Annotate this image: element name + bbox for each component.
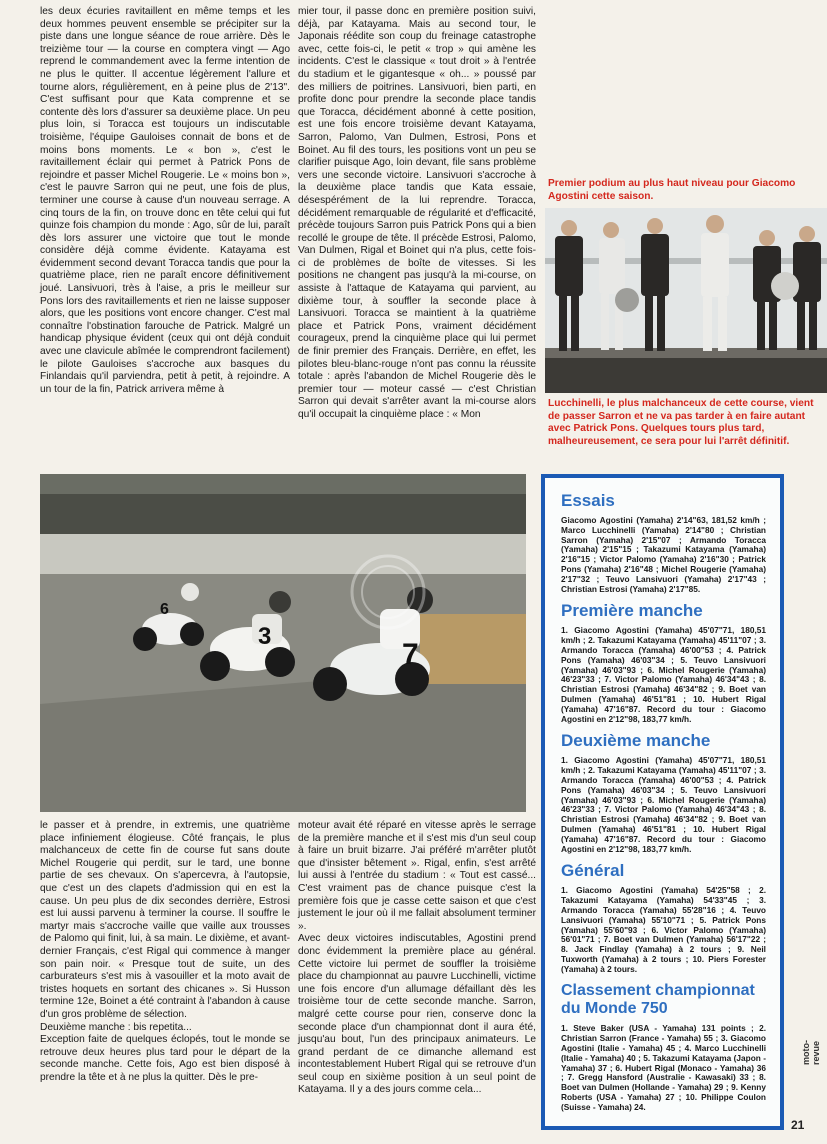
article-text: Exception faite de quelques éclopés, tout le monde se retrouve deux heures plus tard pour le départ de la seconde manche. Cette fois, Ago est bien disposé à prendre la tête et à ne plus la quitter. Dès le pre- bbox=[40, 1034, 290, 1083]
article-text: mier tour, il passe donc en première position suivi, déjà, par Katayama. Mais au second tour, le Japonais réédite son coup du freinage catastrophe avec, cette fois-ci, le petit « trop » qui amène les incidents. C'est le classique « tout droit » à l'entrée du stadium et le gigantesque « oh... » poussé par des milliers de poitrines. Lansivuori, bien parti, en profite donc pour prendre la seconde place tandis que Toracca, décidément abonné à cette position, est une fois encore troisième devant Katayama, Sarron, Palomo, Van Dulmen, Estrosi, Pons et Boinet. Au fil des tours, les positions vont un peu se clarifier puisque Ago, loin devant, file sans problème vers une seconde victoire. Lansivuori s'accroche à la deuxième place tandis que Kata essaie, désespérément de la lui reprendre. Toracca, décidément remarquable de régularité et d'efficacité, précède toujours Sarron puis Patrick Pons qui a bien recollé le groupe de tête. Il précède Estrosi, Palomo, Van Dulmen, Rigal et Boinet qui n'a plus, cette fois-ci de problèmes de boîte de vitesses. Si les positions ne changent pas jusqu'à la mi-course, on assiste à l'attaque de Katayama qui parvient, au dixième tour, à souffler la seconde place à Lansivuori. Toracca se maintient à la quatrième place et Patrick Pons, vraiment décidément courageux, prend la cinquième place qui lui permet de finir premier des Français. Derrière, en effet, les pilotes bleu-blanc-rouge n'ont pas connu la réussite totale : après l'abandon de Michel Rougerie dès le premier tour — moteur cassé — c'est Christian Sarron qui devait s'arrêter avant la mi-course alors qu'il occupait la cinquième place : « Mon bbox=[298, 6, 536, 420]
article-text: les deux écuries ravitaillent en même temps et les deux hommes peuvent ensemble se précipiter sur la piste dans une longue séance de roue arrière. Dès le treizième tour — la course en comptera vingt — Ago reprend le commandement avec la ferme intention de ne plus le quitter. Il accentue légèrement l'allure et tourne alors, régulièrement, en à peine plus de 2'13". C'est suffisant pour que Kata comprenne et se contente dès lors d'assurer sa deuxième place. Un peu plus loin, si Toracca est toujours un indiscutable troisième, l'équipe Gauloises connait de bons et de moins bons moments. Le « bon », c'est le ravitaillement éclair qui permet à Patrick Pons de rejoindre et passer Michel Rougerie. Le « moins bon », c'est le pauvre Sarron qui ne peut, une fois de plus, terminer une course à cause d'un nouveau serrage. A cinq tours de la fin, on trouve donc en tête celui qui fut quinze fois champion du monde : Ago, sûr de lui, paraît dès lors assurer une victoire que tout le monde considère déjà comme évidente. Katayama est évidemment second devant Toracca tandis que pour la quatrième place, rien ne paraît encore définitivement joué. Lansivuori, très à l'aise, a pris le meilleur sur Pons lors des ravitaillements et rien ne laisse supposer alors, que les positions vont encore changer. C'est mal connaître l'obstination farouche de Patrick. Malgré un handicap physique évident (ceux qui ont déjà conduit avec une clavicule abîmée le comprendront facilement) le pilote Gauloises s'accroche aux basques du Finlandais qu'il parviendra, petit à petit, à rejoindre. A un tour de la fin, Patrick arrivera même à bbox=[40, 6, 290, 395]
article-subheading: Deuxième manche : bis repetita... bbox=[40, 1021, 192, 1033]
article-text: Avec deux victoires indiscutables, Agostini prend donc évidemment la première place au général. Cette victoire lui permet de souffler la troisième place du championnat au pauvre Lucchinelli, victime une fois encore d'un allumage défaillant dès les troisième tour de cette seconde manche. Sarron, malgré cette course pour rien, conserve donc la seconde place d'un championnat dont il aura été, jusqu'au bout, l'un des principaux animateurs. Le grand perdant de ce dimanche allemand est incontestablement Hubert Rigal qui se retrouve d'un seul coup en sixième position à un seul point de Katayama. Il y a des jours comme cela... bbox=[298, 933, 536, 1096]
race-number-3: 3 bbox=[258, 623, 272, 650]
race-photo bbox=[40, 474, 526, 812]
deuxieme-manche-heading: Deuxième manche bbox=[561, 731, 711, 751]
magazine-brand: moto-revue bbox=[801, 1040, 821, 1065]
essais-heading: Essais bbox=[561, 491, 615, 510]
watermark-icon bbox=[348, 552, 428, 632]
essais-results: Giacomo Agostini (Yamaha) 2'14"63, 181,52 km/h ; Marco Lucchinelli (Yamaha) 2'14"80 ; Christian Sarron (Yamaha) 2'15"07 ; Armando Toracca (Yamaha) 2'15"15 ; Takazumi Katayama (Yamaha) 2'16"15 ; Victor Palomo (Yamaha) 2'16"30 ; Patrick Pons (Yamaha) 2'16"48 ; Michel Rougerie (Yamaha) 2'17"32 ; Teuvo Lansivuori (Yamaha) 2'17"43 ; Christian Estrosi (Yamaha) 2'17"85. bbox=[561, 515, 766, 594]
race-number-6: 6 bbox=[160, 601, 169, 618]
podium-caption: Premier podium au plus haut niveau pour Giacomo Agostini cette saison. bbox=[548, 178, 796, 202]
article-column-4 bbox=[298, 820, 536, 1097]
article-text: le passer et à prendre, in extremis, une quatrième place infiniement élogieuse. Côté français, le plus malchanceux de cette fin de course fut sans doute Michel Rougerie qui perdit, sur le tard, une bonne partie de ses chevaux. On s'apercevra, à l'autopsie, que c'est un des clapets d'admission qui en est la cause. Un peu plus de dix secondes derrière, Estrosi est lui aussi parvenu à terminer la course. Il souffre le martyr mais s'accroche vaille que vaille aux trousses de Palomo qui finit, lui, à sa main. Le dixième, et avant-dernier Français, c'est Rigal qui commence à manger son pain noir. « Presque tout de suite, un des carburateurs s'est mis à vasouiller et la moto avait de tristes hoquets en sortant des chicanes ». Si Husson termine 12e, Boinet a été contraint à l'abandon à cause d'un gros problème de sélection. bbox=[40, 820, 290, 1020]
deuxieme-manche-results: 1. Giacomo Agostini (Yamaha) 45'07"71, 180,51 km/h ; 2. Takazumi Katayama (Yamaha) 45'11"07 ; 3. Armando Toracca (Yamaha) 46'00"53 ; 4. Patrick Pons (Yamaha) 46'03"34 ; 5. Teuvo Lansivuori (Yamaha) 46'03"93 ; 6. Michel Rougerie (Yamaha) 46'23"33 ; 7. Victor Palomo (Yamaha) 46'34"43 ; 8. Christian Estrosi (Yamaha) 46'34"82 ; 9. Boet van Dulmen (Yamaha) 46'51"81 ; 10. Hubert Rigal (Yamaha) 47'16"87. Record du tour : Giacomo Agostini en 2'12"98, 183,77 km/h. bbox=[561, 755, 766, 854]
premiere-manche-heading: Première manche bbox=[561, 601, 703, 621]
article-column-3 bbox=[40, 820, 290, 1084]
classement-heading: Classement championnat du Monde 750 bbox=[561, 982, 755, 1018]
race-number-7: 7 bbox=[402, 638, 419, 671]
article-column-2 bbox=[298, 6, 536, 422]
classement-results: 1. Steve Baker (USA - Yamaha) 131 points ; 2. Christian Sarron (France - Yamaha) 55 ; 3. Giacomo Agostini (Italie - Yamaha) 45 ; 4. Marco Lucchinelli (Italie - Yamaha) 40 ; 5. Takazumi Katayama (Japon - Yamaha) 37 ; 6. Hubert Rigal (Monaco - Yamaha) 36 ; 7. Gregg Hansford (Australie - Kawasaki) 33 ; 8. Boet van Dulmen (Hollande - Yamaha) 29 ; 9. Kenny Roberts (USA - Yamaha) 27 ; 10. Philippe Coulon (Suisse - Yamaha) 24. bbox=[561, 1023, 766, 1112]
article-column-1 bbox=[40, 6, 290, 396]
article-text: moteur avait été réparé en vitesse après le serrage de la première manche et il s'est mis d'un seul coup à faire un bruit bizarre. J'ai préféré m'arrêter plutôt que d'insister bêtement ». Rigal, enfin, s'est arrêté lui aussi à l'entrée du stadium : « Tout est cassé... C'est vraiment pas de chance puisque c'est la première fois que je casse cette saison et que c'est justement le jour où il me fallait absolument terminer ». bbox=[298, 820, 536, 932]
general-results: 1. Giacomo Agostini (Yamaha) 54'25"58 ; 2. Takazumi Katayama (Yamaha) 54'33"45 ; 3. Armando Toracca (Yamaha) 55'28"16 ; 4. Teuvo Lansivuori (Yamaha) 55'10"71 ; 5. Patrick Pons (Yamaha) 55'60"93 ; 6. Victor Palomo (Yamaha) 56'01"71 ; 7. Boet van Dulmen (Yamaha) 56'17"22 ; 8. Jack Findlay (Yamaha) à 2 tours ; 9. Neil Tuxworth (Yamaha) à 2 tours ; 10. Piers Forester (Yamaha) à 2 tours. bbox=[561, 885, 766, 974]
results-box bbox=[541, 474, 784, 1130]
race-caption: Lucchinelli, le plus malchanceux de cette course, vient de passer Sarron et ne va pas tarder à en faire autant avec Patrick Pons. Quelques tours plus tard, malheureusement, ce sera pour lui l'arrêt définitif. bbox=[548, 398, 814, 447]
premiere-manche-results: 1. Giacomo Agostini (Yamaha) 45'07"71, 180,51 km/h ; 2. Takazumi Katayama (Yamaha) 45'11"07 ; 3. Armando Toracca (Yamaha) 46'00"53 ; 4. Patrick Pons (Yamaha) 46'03"34 ; 5. Teuvo Lansivuori (Yamaha) 46'03"93 ; 6. Michel Rougerie (Yamaha) 46'23"33 ; 7. Victor Palomo (Yamaha) 46'34"43 ; 8. Christian Estrosi (Yamaha) 46'34"82 ; 9. Boet van Dulmen (Yamaha) 46'51"81 ; 10. Hubert Rigal (Yamaha) 47'16"87. Record du tour : Giacomo Agostini en 2'12"98, 183,77 km/h. bbox=[561, 625, 766, 724]
page-number: 21 bbox=[791, 1118, 805, 1132]
podium-photo bbox=[545, 208, 827, 393]
general-heading: Général bbox=[561, 861, 625, 881]
